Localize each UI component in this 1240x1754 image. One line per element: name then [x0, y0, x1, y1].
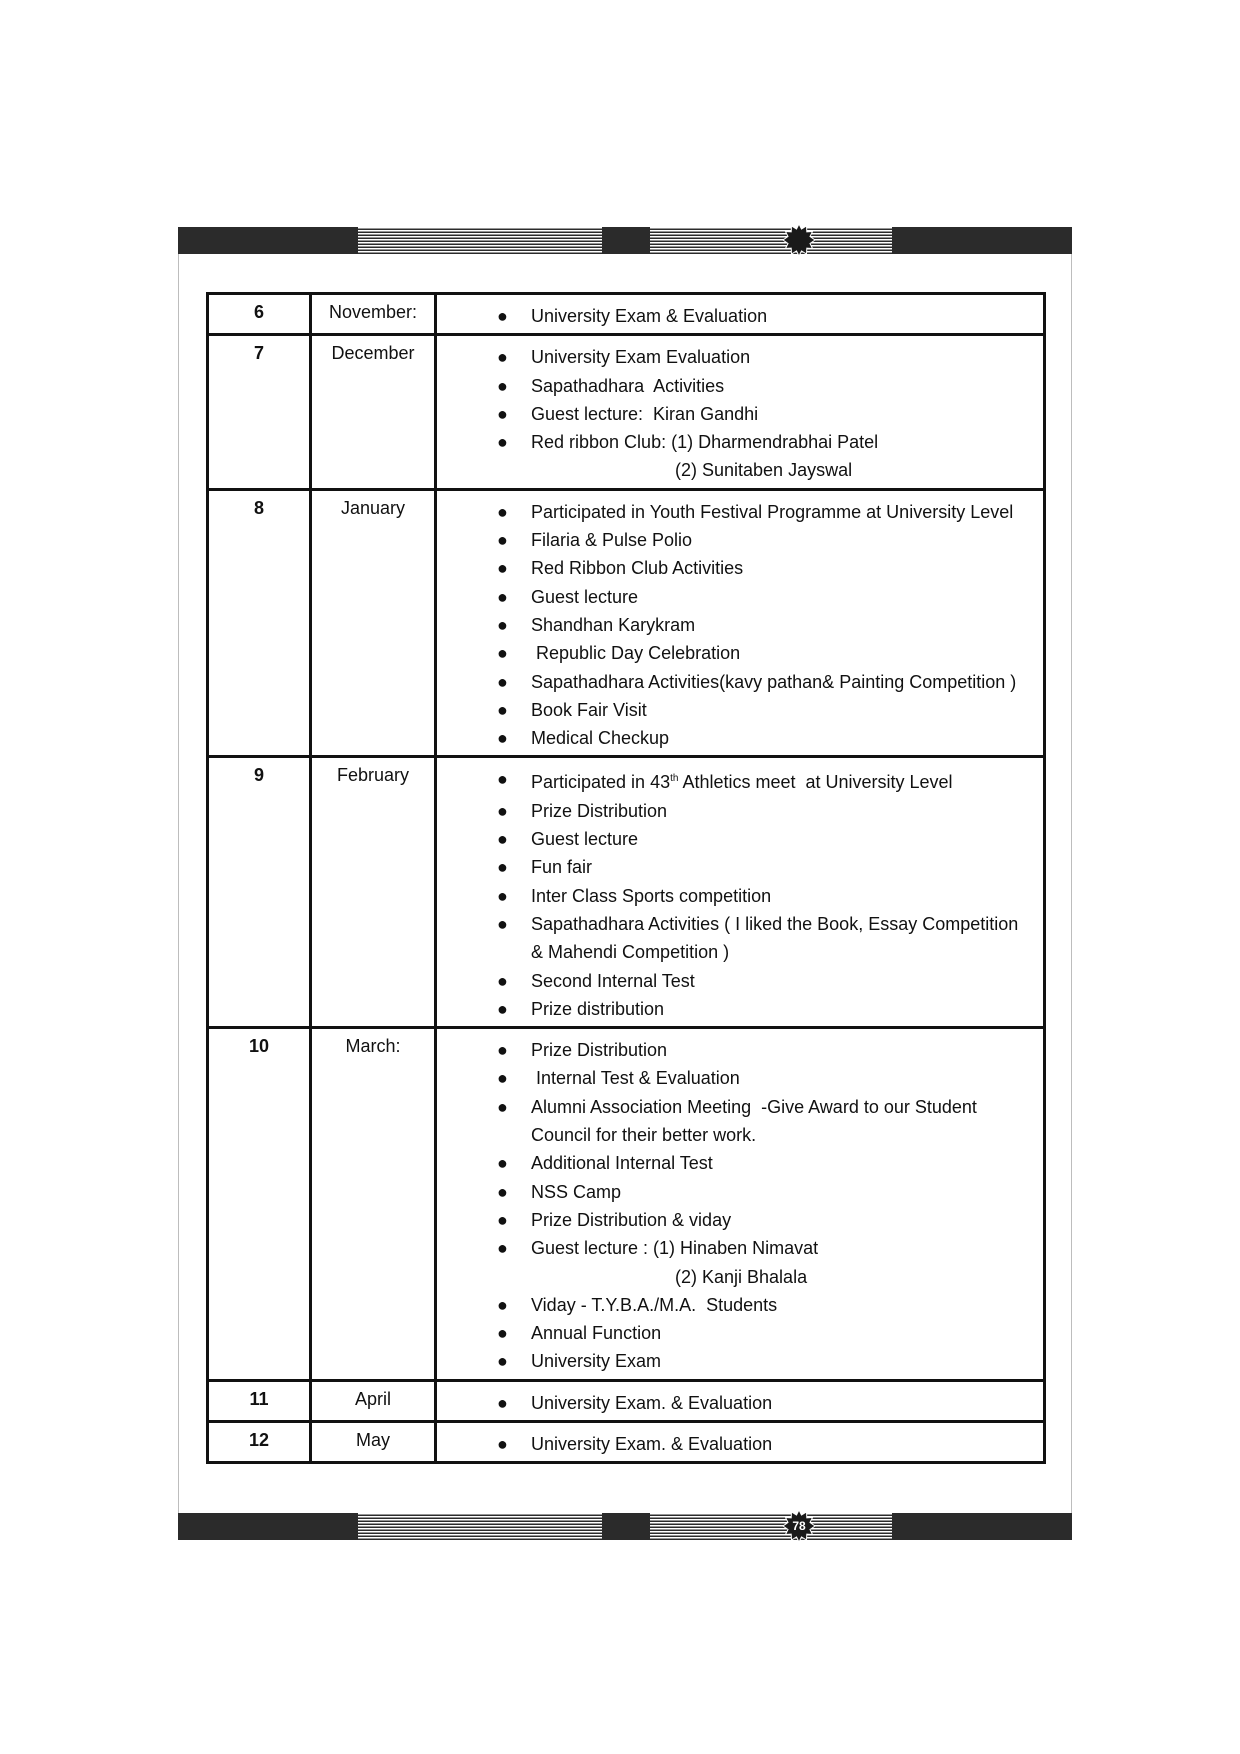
activity-text: Guest lecture: [531, 586, 639, 607]
activity-text: Participated in 43: [531, 772, 671, 793]
bullet-icon: ●: [497, 970, 508, 991]
list-item: [497, 696, 1033, 724]
list-item: [497, 1347, 1033, 1375]
bullet-icon: ●: [497, 885, 508, 906]
bullet-icon: ●: [497, 1323, 508, 1344]
bullet-icon: ●: [497, 913, 508, 934]
footer-band: [178, 1513, 1072, 1540]
activity-text: Alumni Association Meeting -Give Award to our Student Council for their better work.: [531, 1096, 982, 1146]
list-item: [497, 995, 1033, 1023]
activity-text: Fun fair: [531, 857, 593, 878]
list-item: [497, 1206, 1033, 1234]
list-item: [497, 400, 1033, 428]
list-item: [497, 967, 1033, 995]
bullet-icon: ●: [497, 800, 508, 821]
bullet-icon: ●: [497, 769, 508, 790]
activity-text: NSS Camp: [531, 1181, 622, 1202]
row-number: 12: [208, 1421, 311, 1462]
activity-list: [497, 1036, 1033, 1376]
list-item: [497, 1093, 1033, 1150]
activity-text: Prize Distribution: [531, 800, 668, 821]
list-item: [497, 1234, 1033, 1291]
row-month: November:: [311, 294, 436, 335]
activity-text: Prize distribution: [531, 998, 665, 1019]
list-item: [497, 639, 1033, 667]
list-item: [497, 1149, 1033, 1177]
row-month: March:: [311, 1028, 436, 1381]
activity-text: Guest lecture: Kiran Gandhi: [531, 403, 759, 424]
page-number: 78: [792, 1519, 806, 1533]
bullet-icon: ●: [497, 998, 508, 1019]
row-month: January: [311, 489, 436, 757]
page-number-seal: [782, 1509, 816, 1543]
activity-text: Sapathadhara Activities(kavy pathan& Painting Competition ): [531, 671, 1017, 692]
bullet-icon: ●: [497, 1096, 508, 1117]
row-activities: [436, 335, 1045, 489]
table-row: [208, 294, 1045, 335]
activity-list: [497, 302, 1033, 330]
bullet-icon: ●: [497, 1294, 508, 1315]
bullet-icon: ●: [497, 699, 508, 720]
bullet-icon: ●: [497, 1433, 508, 1454]
bullet-icon: ●: [497, 1392, 508, 1413]
bullet-icon: ●: [497, 1238, 508, 1259]
table-row: [208, 1380, 1045, 1421]
row-month: May: [311, 1421, 436, 1462]
activity-text: Second Internal Test: [531, 970, 695, 991]
bullet-icon: ●: [497, 829, 508, 850]
list-item: [497, 797, 1033, 825]
activity-text: Medical Checkup: [531, 728, 670, 749]
bullet-icon: ●: [497, 614, 508, 635]
activity-text: Internal Test & Evaluation: [531, 1068, 740, 1089]
activity-text: University Exam. & Evaluation: [531, 1392, 773, 1413]
activity-text: Red ribbon Club: (1) Dharmendrabhai Patel: [531, 432, 879, 453]
row-activities: [436, 294, 1045, 335]
activity-text: University Exam. & Evaluation: [531, 1433, 773, 1454]
bullet-icon: ●: [497, 671, 508, 692]
list-item: [497, 526, 1033, 554]
activity-text: Shandhan Karykram: [531, 614, 696, 635]
activity-text: University Exam Evaluation: [531, 347, 751, 368]
bullet-icon: ●: [497, 375, 508, 396]
bullet-icon: ●: [497, 306, 508, 326]
list-item: [497, 554, 1033, 582]
activity-text: Book Fair Visit: [531, 699, 647, 720]
activity-list: [497, 1430, 1033, 1458]
list-item: [497, 1319, 1033, 1347]
bullet-icon: ●: [497, 643, 508, 664]
table-row: [208, 1421, 1045, 1462]
activity-text: Prize Distribution: [531, 1040, 668, 1061]
row-month: December: [311, 335, 436, 489]
activity-list: [497, 1389, 1033, 1417]
activity-subline: (2) Kanji Bhalala: [675, 1266, 808, 1287]
activity-text: Red Ribbon Club Activities: [531, 558, 744, 579]
table-row: [208, 757, 1045, 1028]
schedule-table: [206, 292, 1046, 1464]
list-item: [497, 724, 1033, 752]
list-item: [497, 343, 1033, 371]
footer-stripes: [358, 1513, 892, 1540]
activity-text: Annual Function: [531, 1323, 662, 1344]
list-item: [497, 1064, 1033, 1092]
row-activities: [436, 1380, 1045, 1421]
row-number: 6: [208, 294, 311, 335]
bullet-icon: ●: [497, 1209, 508, 1230]
activity-subline: (2) Sunitaben Jayswal: [675, 460, 853, 481]
activity-text: University Exam & Evaluation: [531, 306, 768, 326]
header-band: [178, 227, 1072, 254]
list-item: [497, 428, 1033, 485]
list-item: [497, 1389, 1033, 1417]
row-activities: [436, 1421, 1045, 1462]
list-item: [497, 853, 1033, 881]
bullet-icon: ●: [497, 432, 508, 453]
activity-text: Sapathadhara Activities ( I liked the Book, Essay Competition & Mahendi Competition ): [531, 913, 1024, 963]
activity-list: [497, 498, 1033, 753]
row-month: April: [311, 1380, 436, 1421]
list-item: [497, 910, 1033, 967]
activity-text: University Exam: [531, 1351, 662, 1372]
bullet-icon: ●: [497, 1153, 508, 1174]
activity-list: [497, 765, 1033, 1023]
table-row: [208, 335, 1045, 489]
row-number: 10: [208, 1028, 311, 1381]
activity-text: Filaria & Pulse Polio: [531, 530, 693, 551]
bullet-icon: ●: [497, 403, 508, 424]
row-activities: [436, 757, 1045, 1028]
activity-text: Additional Internal Test: [531, 1153, 713, 1174]
activity-text: Guest lecture : (1) Hinaben Nimavat: [531, 1238, 819, 1259]
bullet-icon: ●: [497, 530, 508, 551]
bullet-icon: ●: [497, 347, 508, 368]
activity-text: Inter Class Sports competition: [531, 885, 772, 906]
activity-text: Republic Day Celebration: [531, 643, 741, 664]
bullet-icon: ●: [497, 1068, 508, 1089]
list-item: [497, 372, 1033, 400]
bullet-icon: ●: [497, 857, 508, 878]
header-stripes: [358, 227, 892, 254]
activity-text: Prize Distribution & viday: [531, 1209, 732, 1230]
list-item: [497, 583, 1033, 611]
list-item: [497, 882, 1033, 910]
row-month: February: [311, 757, 436, 1028]
list-item: [497, 1430, 1033, 1458]
list-item: [497, 302, 1033, 330]
list-item: [497, 1291, 1033, 1319]
activity-text: Sapathadhara Activities: [531, 375, 725, 396]
list-item: [497, 1036, 1033, 1064]
bullet-icon: ●: [497, 1040, 508, 1061]
bullet-icon: ●: [497, 501, 508, 522]
row-number: 11: [208, 1380, 311, 1421]
row-activities: [436, 1028, 1045, 1381]
list-item: [497, 1178, 1033, 1206]
activity-text: Viday - T.Y.B.A./M.A. Students: [531, 1294, 778, 1315]
table-row: [208, 1028, 1045, 1381]
activity-text-continued: Athletics meet at University Level: [678, 772, 953, 793]
table-row: [208, 489, 1045, 757]
list-item: [497, 498, 1033, 526]
row-activities: [436, 489, 1045, 757]
bullet-icon: ●: [497, 1181, 508, 1202]
bullet-icon: ●: [497, 1351, 508, 1372]
bullet-icon: ●: [497, 586, 508, 607]
activity-list: [497, 343, 1033, 484]
list-item: [497, 668, 1033, 696]
list-item: [497, 765, 1033, 796]
bullet-icon: ●: [497, 558, 508, 579]
activity-text: Guest lecture: [531, 829, 639, 850]
ordinal-suffix: th: [670, 773, 679, 785]
list-item: [497, 825, 1033, 853]
row-number: 9: [208, 757, 311, 1028]
row-number: 8: [208, 489, 311, 757]
activity-text: Participated in Youth Festival Programme at University Level: [531, 501, 1014, 522]
bullet-icon: ●: [497, 728, 508, 749]
header-seal-icon: [782, 223, 816, 257]
row-number: 7: [208, 335, 311, 489]
list-item: [497, 611, 1033, 639]
